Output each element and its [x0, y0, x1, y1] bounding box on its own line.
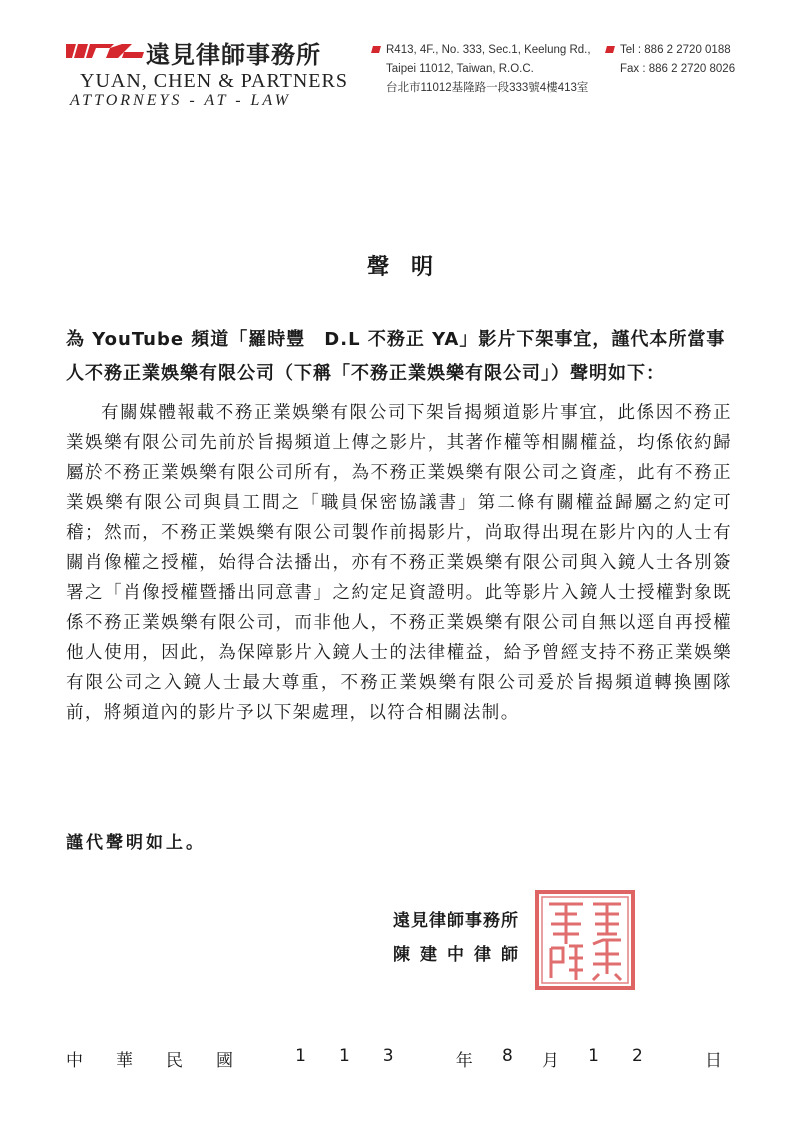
date-day-unit: 日	[704, 1051, 722, 1071]
address-line-2: Taipei 11012, Taiwan, R.O.C.	[386, 63, 534, 75]
date-era: 中華民國	[66, 1051, 266, 1071]
date-day: 12	[588, 1046, 676, 1066]
lawyer-seal-stamp	[533, 888, 637, 992]
address-line-3: 台北市11012基隆路一段333號4樓413室	[386, 82, 589, 94]
document-title: 聲明	[366, 254, 455, 280]
closing-line: 謹代聲明如上。	[66, 833, 206, 853]
signature-firm: 遠見律師事務所	[393, 911, 519, 931]
address-line-1: R413, 4F., No. 333, Sec.1, Keelung Rd.,	[386, 44, 591, 56]
fax-number: Fax : 886 2 2720 8026	[620, 63, 736, 75]
letterhead	[0, 0, 800, 110]
firm-contact	[606, 41, 735, 79]
firm-address	[372, 41, 591, 98]
firm-name-cn: 遠見律師事務所	[146, 41, 321, 69]
signature-lawyer: 陳建中律師	[393, 945, 528, 965]
date-month-unit: 月	[541, 1051, 559, 1071]
statement-intro: 為 YouTube 頻道「羅時豐 D.L 不務正 YA」影片下架事宜，謹代本所當事人不務正業娛樂有限公司（下稱「不務正業娛樂有限公司」）聲明如下：	[66, 329, 726, 384]
tel-number: Tel : 886 2 2720 0188	[620, 44, 731, 56]
date-month: 8	[501, 1046, 513, 1066]
firm-name-en: YUAN, CHEN & PARTNERS	[80, 70, 348, 92]
statement-body: 有關媒體報載不務正業娛樂有限公司下架旨揭頻道影片事宜，此係因不務正業娛樂有限公司先前於旨揭頻道上傳之影片，其著作權等相關權益，均係依約歸屬於不務正業娛樂有限公司所有，為不務正業娛樂有限公司之資產，此有不務正業娛樂有限公司與員工間之「職員保密協議書」第二條有關權益歸屬之約定可稽；然而，不務正業娛樂有限公司製作前揭影片，尚取得出現在影片內的人士有關肖像權之授權，始得合法播出，亦有不務正業娛樂有限公司與入鏡人士各別簽署之「肖像授權暨播出同意書」之約定足資證明。此等影片入鏡人士授權對象既係不務正業娛樂有限公司，而非他人，不務正業娛樂有限公司自無以逕自再授權他人使用，因此，為保障影片入鏡人士的法律權益，給予曾經支持不務正業娛樂有限公司之入鏡人士最大尊重，不務正業娛樂有限公司爰於旨揭頻道轉換團隊前，將頻道內的影片予以下架處理，以符合相關法制。	[66, 403, 732, 723]
date-line	[66, 1046, 722, 1071]
firm-logo-icon	[66, 40, 144, 62]
bullet-icon	[605, 46, 615, 53]
bullet-icon	[371, 46, 381, 53]
date-year: 113	[295, 1046, 427, 1066]
firm-tagline-en: ATTORNEYS - AT - LAW	[70, 92, 291, 109]
date-year-unit: 年	[455, 1051, 473, 1071]
